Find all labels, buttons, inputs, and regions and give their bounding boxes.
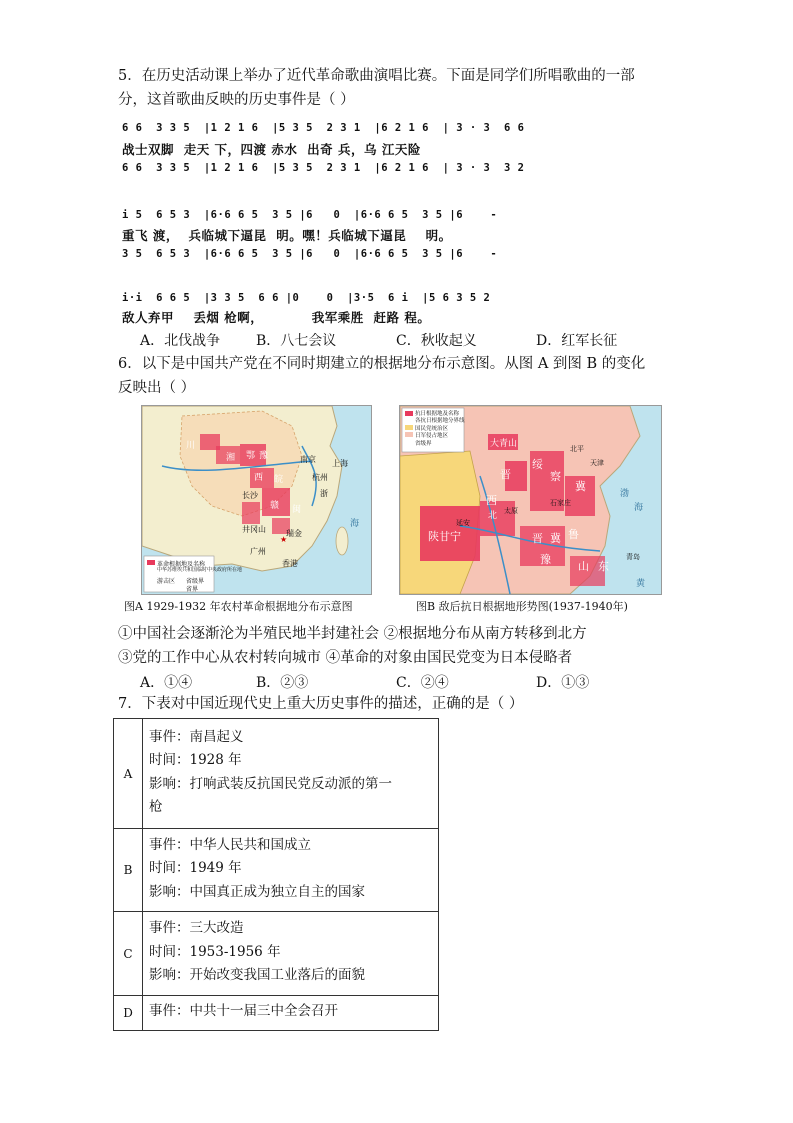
map-a-label-wan: 皖 — [274, 475, 284, 485]
map-a-legend-4: 省级界 — [186, 578, 205, 585]
map-a-label-guangzhou: 广州 — [250, 547, 266, 556]
map-a-legend-5: 省界 — [186, 586, 199, 593]
map-b-caption: 图B 敌后抗日根据地形势图(1937-1940年) — [416, 600, 628, 613]
map-b-label-huang: 黄 — [636, 579, 646, 589]
row-content — [143, 719, 439, 829]
q6-stem-line1: 6．以下是中国共产党在不同时期建立的根据地分布示意图。从图 A 到图 B 的变化 — [118, 356, 646, 372]
score-lyrics-1: 战士双脚 走天 下，四渡 赤水 出奇 兵，乌 江天险 — [122, 142, 421, 157]
score-notes-4: 3 5 6 5 3 |6·6 6 5 3 5 |6 0 |6·6 6 5 3 5 |6 - — [122, 248, 498, 260]
score-notes-2: 6 6 3 3 5 |1 2 1 6 |5 3 5 2 3 1 |6 2 1 6 | 3 · 3 3 2 — [122, 162, 525, 174]
map-a-legend-3: 游击区 — [157, 578, 176, 585]
map-b-label-xi: 西 — [486, 494, 497, 507]
q5-option-d: D．红军长征 — [536, 333, 618, 349]
map-b-label-bei: 北 — [488, 511, 498, 521]
row-line: 枪 — [149, 799, 163, 815]
q6-stem-line2: 反映出（ ） — [118, 380, 196, 396]
table-row — [114, 912, 439, 996]
q6-option-a: A．①④ — [140, 675, 193, 691]
map-a-legend-1: 革命根据地及名称 — [157, 561, 206, 568]
q5-option-b: B．八七会议 — [256, 333, 337, 349]
row-line: 事件：南昌起义 — [149, 728, 244, 745]
map-b-label-jin2: 晋 — [532, 532, 543, 545]
map-b-label-yu: 豫 — [540, 553, 551, 566]
table-row — [114, 829, 439, 912]
map-b-label-ji1: 冀 — [575, 480, 586, 493]
map-a-label-nanjing: 南京 — [300, 455, 316, 464]
map-a-label-hangzhou: 杭州 — [312, 473, 328, 482]
map-a-label-yu: 豫 — [259, 451, 269, 461]
map-b-label-jin1: 晋 — [500, 468, 511, 481]
row-line: 时间：1949 年 — [149, 860, 242, 877]
map-a-label-changsha: 长沙 — [242, 491, 258, 500]
map-a-label-chuan: 川 — [186, 441, 196, 451]
score-lyrics-3: 重飞 渡， 兵临城下逼昆 明。嘿！兵临城下逼昆 明。 — [122, 228, 452, 243]
q7-stem: 7．下表对中国近现代史上重大历史事件的描述，正确的是（ ） — [118, 696, 524, 712]
map-b-label-taiyuan: 太原 — [504, 507, 518, 515]
map-b-anti-japanese-bases — [399, 405, 662, 595]
map-a-label-xiang: 湘 — [226, 453, 236, 463]
q6-statements-line1: ①中国社会逐渐沦为半殖民地半封建社会 ②根据地分布从南方转移到北方 — [118, 626, 587, 642]
q5-option-a: A．北伐战争 — [140, 333, 221, 349]
table-row — [114, 719, 439, 829]
map-b-label-tianjin: 天津 — [590, 459, 604, 467]
q6-option-c: C．②④ — [396, 675, 449, 691]
q5-stem-line1: 5．在历史活动课上举办了近代革命歌曲演唱比赛。下面是同学们所唱歌曲的一部 — [118, 68, 635, 84]
map-b-label-cha: 察 — [550, 470, 561, 483]
map-a-label-jinggangshan: 井冈山 — [242, 525, 266, 534]
score-lyrics-5: 敌人弃甲 丢烟 枪啊， 我军乘胜 赶路 程。 — [122, 310, 431, 325]
q6-statements-line2: ③党的工作中心从农村转向城市 ④革命的对象由国民党变为日本侵略者 — [118, 650, 573, 666]
row-line: 事件：中华人民共和国成立 — [149, 836, 311, 853]
map-b-legend-4: 日军侵占地区 — [415, 433, 449, 439]
map-a-label-ruijin: 瑞金 — [286, 529, 302, 538]
row-line: 时间：1953-1956 年 — [149, 943, 281, 960]
map-b-label-shan: 山 — [578, 560, 589, 573]
map-b-legend-5: 省级界 — [415, 441, 432, 447]
map-b-legend-3: 国民党统治区 — [415, 426, 449, 432]
row-option-label: C — [114, 912, 143, 996]
map-b-label-shijiazhuang: 石家庄 — [550, 499, 571, 507]
events-table — [113, 718, 439, 1031]
map-b-legend-2: 各抗日根据地分界线 — [415, 418, 465, 424]
q6-option-b: B．②③ — [256, 675, 309, 691]
map-b-label-shaanganning: 陕甘宁 — [428, 530, 461, 543]
q5-stem-line2: 分，这首歌曲反映的历史事件是（ ） — [118, 92, 355, 108]
map-b-label-daqingshan: 大青山 — [490, 439, 518, 449]
map-b-label-sui: 绥 — [532, 458, 543, 471]
map-a-label-min: 闽 — [292, 505, 302, 515]
svg-text:★: ★ — [280, 535, 288, 544]
row-content — [143, 996, 439, 1031]
row-line: 影响：开始改变我国工业落后的面貌 — [149, 967, 365, 984]
map-a-label-hongkong: 香港 — [282, 559, 298, 568]
score-notes-1: 6 6 3 3 5 |1 2 1 6 |5 3 5 2 3 1 |6 2 1 6 | 3 · 3 6 6 — [122, 122, 525, 134]
row-line: 影响：中国真正成为独立自主的国家 — [149, 883, 365, 900]
q5-option-c: C．秋收起义 — [396, 333, 477, 349]
map-a-label-gan: 赣 — [270, 501, 280, 511]
row-content — [143, 912, 439, 996]
score-notes-5: i·i 6 6 5 |3 3 5 6 6 |0 0 |3·5 6 i |5 6 3 5 2 — [122, 292, 491, 304]
map-b-label-lu: 鲁 — [568, 528, 579, 541]
row-line: 时间：1928 年 — [149, 752, 242, 768]
map-a-caption: 图A 1929-1932 年农村革命根据地分布示意图 — [124, 600, 353, 613]
map-b-legend-1: 抗日根据地及名称 — [415, 411, 460, 417]
row-option-label: D — [114, 996, 143, 1031]
row-line: 事件：三大改造 — [149, 920, 244, 937]
map-a-label-shanghai: 上海 — [332, 459, 348, 468]
map-b-label-bo: 渤 — [620, 489, 630, 499]
map-a-label-zhe: 浙 — [320, 489, 328, 498]
map-a-label-sea: 海 — [350, 519, 360, 529]
map-b-label-hai: 海 — [634, 503, 644, 513]
row-option-label: B — [114, 829, 143, 912]
row-content — [143, 829, 439, 912]
map-b-label-beiping: 北平 — [570, 445, 584, 453]
q6-option-d: D．①③ — [536, 675, 590, 691]
row-line: 事件：中共十一届三中全会召开 — [149, 1003, 338, 1019]
table-row — [114, 996, 439, 1031]
map-b-label-qingdao: 青岛 — [626, 553, 640, 561]
map-b-label-ji2: 冀 — [550, 532, 561, 545]
map-a-legend-2: 中华苏维埃共和国临时中央政府所在地 — [157, 567, 243, 573]
map-b-label-dong: 东 — [598, 560, 609, 573]
map-a-label-e: 鄂 — [246, 451, 256, 461]
row-option-label: A — [114, 719, 143, 829]
row-line: 影响：打响武装反抗国民党反动派的第一 — [149, 775, 392, 792]
map-a-rural-bases — [141, 405, 372, 595]
map-a-label-xi: 西 — [254, 473, 264, 483]
score-notes-3: i 5 6 5 3 |6·6 6 5 3 5 |6 0 |6·6 6 5 3 5 |6 - — [122, 209, 498, 221]
map-b-label-yanan: 延安 — [456, 519, 470, 527]
